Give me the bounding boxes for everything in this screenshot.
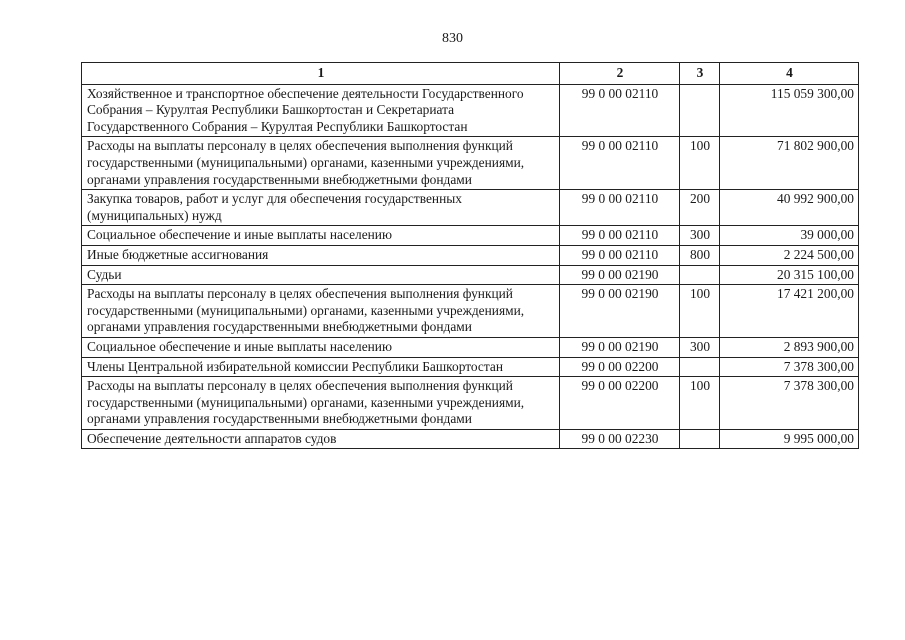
table-row bbox=[82, 245, 859, 265]
row-type bbox=[680, 357, 720, 377]
row-amount: 71 802 900,00 bbox=[720, 137, 859, 190]
row-code: 99 0 00 02200 bbox=[560, 377, 680, 430]
table-row bbox=[82, 226, 859, 246]
table-row bbox=[82, 84, 859, 137]
table-row bbox=[82, 357, 859, 377]
row-code: 99 0 00 02110 bbox=[560, 137, 680, 190]
row-amount: 9 995 000,00 bbox=[720, 429, 859, 449]
row-code: 99 0 00 02190 bbox=[560, 265, 680, 285]
row-name: Социальное обеспечение и иные выплаты населению bbox=[82, 226, 560, 246]
column-header-4: 4 bbox=[720, 63, 859, 85]
column-header-1: 1 bbox=[82, 63, 560, 85]
row-code: 99 0 00 02110 bbox=[560, 245, 680, 265]
table-row bbox=[82, 337, 859, 357]
row-type: 100 bbox=[680, 377, 720, 430]
row-type bbox=[680, 265, 720, 285]
table-row bbox=[82, 190, 859, 226]
budget-table bbox=[81, 62, 859, 449]
row-name: Расходы на выплаты персоналу в целях обеспечения выполнения функций государственными (муниципальными) органами, казенными учреждениями, органами управления государственными внебюджетными фондами bbox=[82, 377, 560, 430]
table-row bbox=[82, 285, 859, 338]
row-name: Члены Центральной избирательной комиссии Республики Башкортостан bbox=[82, 357, 560, 377]
row-type: 300 bbox=[680, 337, 720, 357]
row-name: Иные бюджетные ассигнования bbox=[82, 245, 560, 265]
row-name: Судьи bbox=[82, 265, 560, 285]
row-amount: 20 315 100,00 bbox=[720, 265, 859, 285]
row-amount: 115 059 300,00 bbox=[720, 84, 859, 137]
row-amount: 2 224 500,00 bbox=[720, 245, 859, 265]
row-amount: 7 378 300,00 bbox=[720, 357, 859, 377]
row-name: Хозяйственное и транспортное обеспечение деятельности Государственного Собрания – Курултая Республики Башкортостан и Секретариата Государственного Собрания – Курултая Республики Башкортостан bbox=[82, 84, 560, 137]
page-number: 830 bbox=[442, 31, 463, 46]
table-row bbox=[82, 265, 859, 285]
row-code: 99 0 00 02230 bbox=[560, 429, 680, 449]
row-code: 99 0 00 02190 bbox=[560, 285, 680, 338]
row-type: 800 bbox=[680, 245, 720, 265]
row-type: 100 bbox=[680, 285, 720, 338]
row-type: 200 bbox=[680, 190, 720, 226]
row-type: 300 bbox=[680, 226, 720, 246]
row-name: Закупка товаров, работ и услуг для обеспечения государственных (муниципальных) нужд bbox=[82, 190, 560, 226]
row-name: Расходы на выплаты персоналу в целях обеспечения выполнения функций государственными (муниципальными) органами, казенными учреждениями, органами управления государственными внебюджетными фондами bbox=[82, 285, 560, 338]
row-code: 99 0 00 02110 bbox=[560, 190, 680, 226]
row-name: Расходы на выплаты персоналу в целях обеспечения выполнения функций государственными (муниципальными) органами, казенными учреждениями, органами управления государственными внебюджетными фондами bbox=[82, 137, 560, 190]
row-type: 100 bbox=[680, 137, 720, 190]
row-name: Обеспечение деятельности аппаратов судов bbox=[82, 429, 560, 449]
column-header-3: 3 bbox=[680, 63, 720, 85]
row-amount: 17 421 200,00 bbox=[720, 285, 859, 338]
row-code: 99 0 00 02200 bbox=[560, 357, 680, 377]
table-row bbox=[82, 377, 859, 430]
table-row bbox=[82, 137, 859, 190]
table-row bbox=[82, 429, 859, 449]
row-code: 99 0 00 02110 bbox=[560, 226, 680, 246]
header-row bbox=[82, 63, 859, 85]
row-amount: 7 378 300,00 bbox=[720, 377, 859, 430]
row-type bbox=[680, 84, 720, 137]
row-amount: 2 893 900,00 bbox=[720, 337, 859, 357]
row-name: Социальное обеспечение и иные выплаты населению bbox=[82, 337, 560, 357]
row-amount: 40 992 900,00 bbox=[720, 190, 859, 226]
row-type bbox=[680, 429, 720, 449]
column-header-2: 2 bbox=[560, 63, 680, 85]
row-code: 99 0 00 02190 bbox=[560, 337, 680, 357]
row-code: 99 0 00 02110 bbox=[560, 84, 680, 137]
row-amount: 39 000,00 bbox=[720, 226, 859, 246]
